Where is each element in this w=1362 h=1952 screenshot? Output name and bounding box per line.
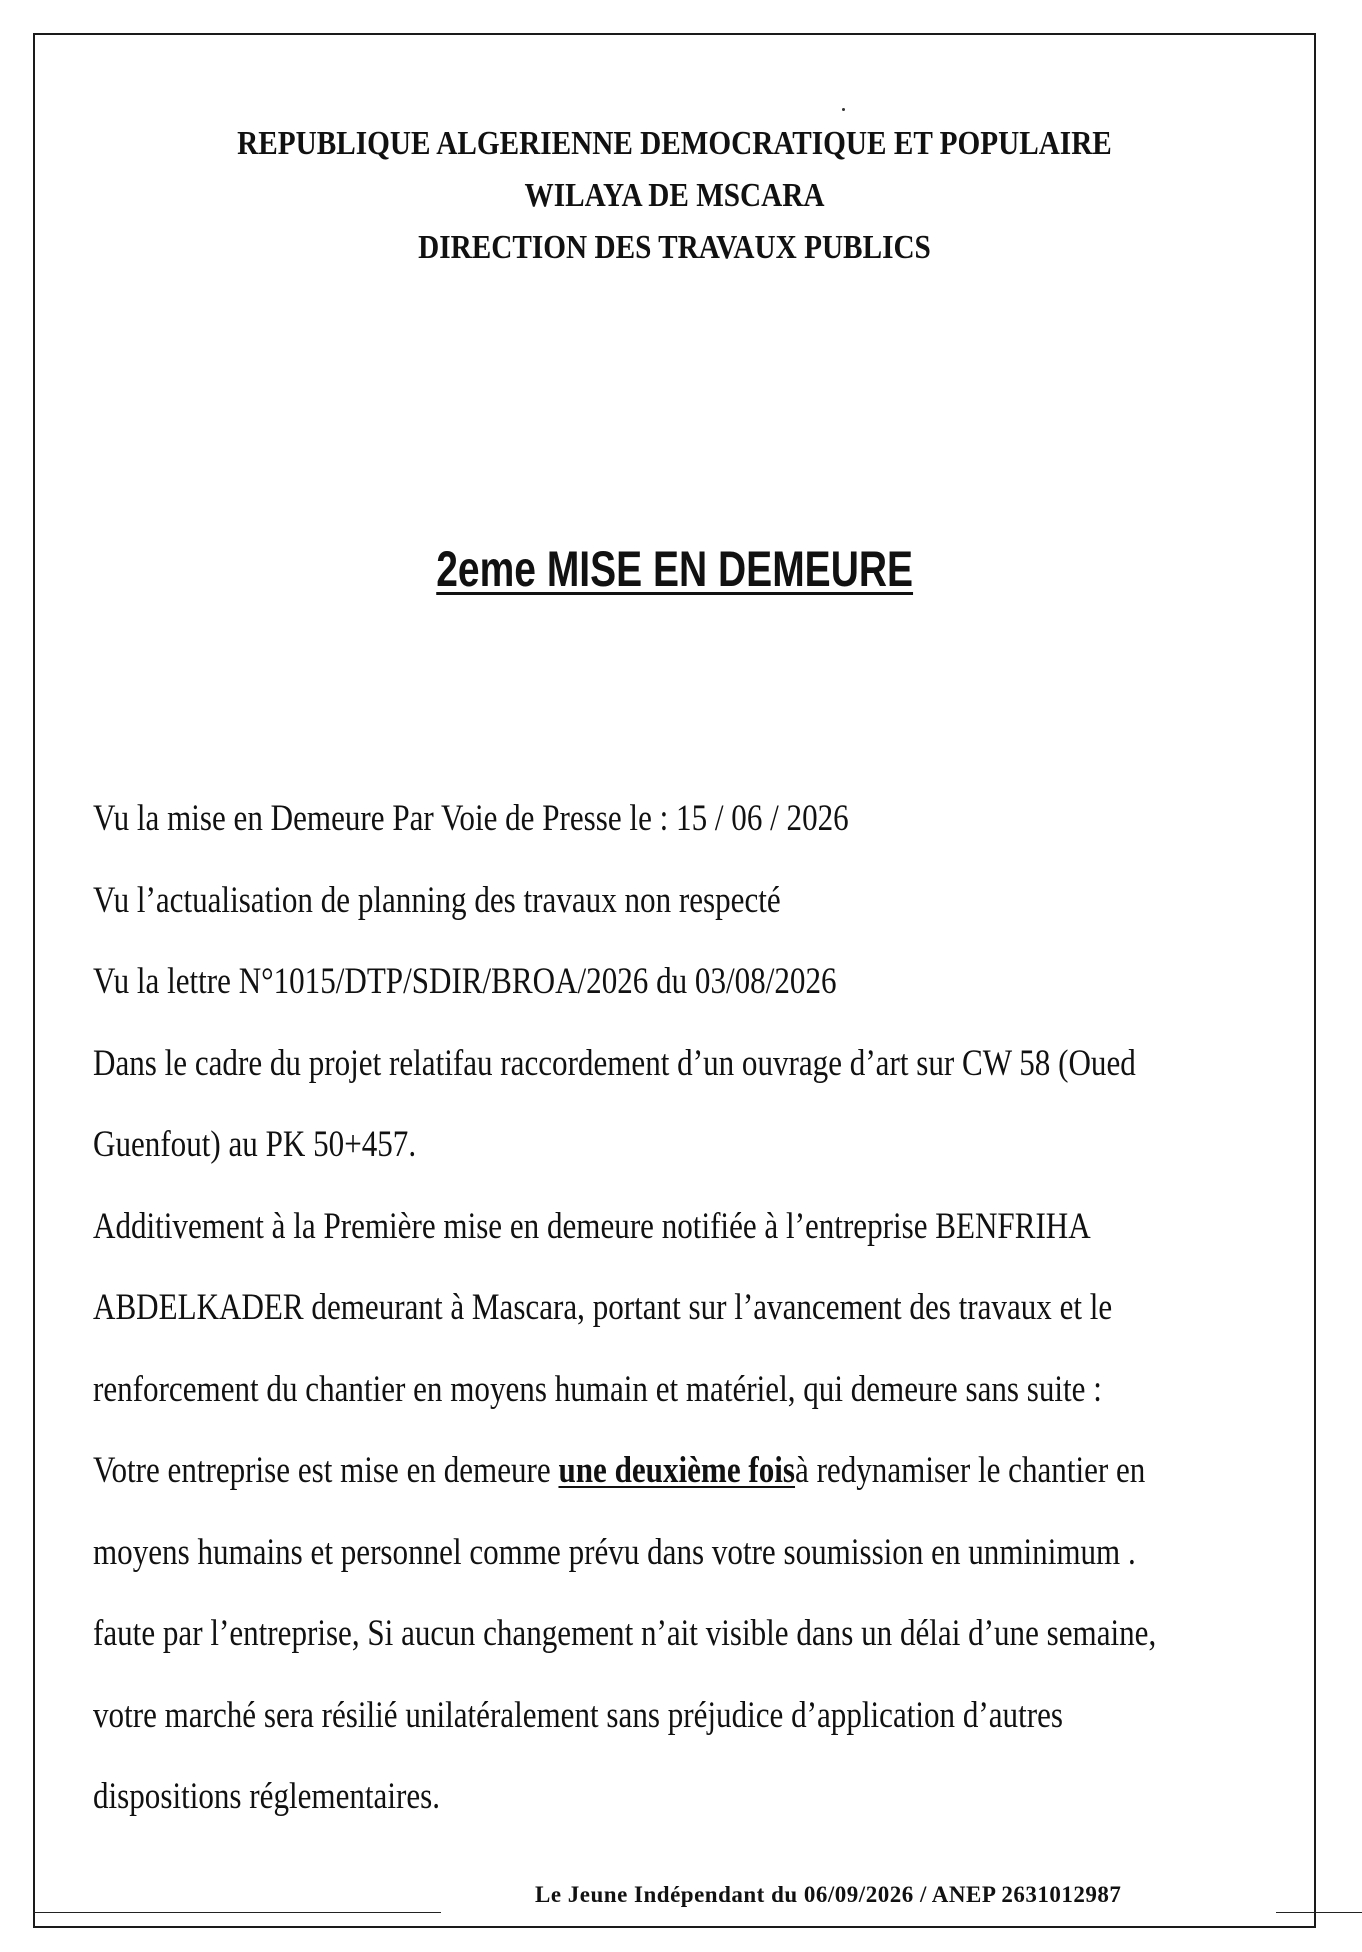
body-line: Dans le cadre du projet relatifau raccordement d’un ouvrage d’art sur CW 58 (Oued	[93, 1042, 1136, 1084]
notice-body	[93, 778, 1283, 1838]
body-line	[93, 1430, 1146, 1512]
body-line: renforcement du chantier en moyens humain et matériel, qui demeure sans suite :	[93, 1368, 1102, 1410]
body-line: Vu la lettre N°1015/DTP/SDIR/BROA/2026 du 03/08/2026	[93, 961, 837, 1002]
header-direction: DIRECTION DES TRAVAUX PUBLICS	[418, 229, 931, 266]
notice-title: 2eme MISE EN DEMEURE	[436, 541, 913, 597]
emphasis-second-time: une deuxième fois	[558, 1450, 796, 1491]
body-line: faute par l’entreprise, Si aucun changement n’ait visible dans un délai d’une semaine,	[93, 1613, 1157, 1654]
body-text: Votre entreprise est mise en demeure	[93, 1450, 559, 1491]
body-line: votre marché sera résilié unilatéralement sans préjudice d’application d’autres	[93, 1694, 1063, 1736]
publication-source: Le Jeune Indépendant du 06/09/2026 / ANEP 2631012987	[535, 1882, 1122, 1907]
header-republic: REPUBLIQUE ALGERIENNE DEMOCRATIQUE ET POPULAIRE	[237, 125, 1112, 162]
notice-title-wrap	[33, 540, 1316, 598]
body-line: Vu l’actualisation de planning des travaux non respecté	[93, 879, 781, 921]
header-wilaya: WILAYA DE MSCARA	[524, 177, 825, 214]
body-line: Vu la mise en Demeure Par Voie de Presse le : 15 / 06 / 2026	[93, 798, 849, 839]
body-line: ABDELKADER demeurant à Mascara, portant sur l’avancement des travaux et le	[93, 1287, 1113, 1328]
body-text: à redynamiser le chantier en	[795, 1450, 1146, 1491]
body-line: moyens humains et personnel comme prévu dans votre soumission en unminimum .	[93, 1531, 1136, 1573]
publication-footer	[33, 1878, 1316, 1918]
scan-speck	[842, 108, 845, 111]
body-line: Guenfout) au PK 50+457.	[93, 1124, 417, 1165]
body-line: dispositions réglementaires.	[93, 1776, 440, 1817]
letterhead	[123, 118, 1226, 274]
footer-rule-right	[1276, 1912, 1362, 1913]
footer-rule-left	[33, 1912, 441, 1913]
body-line: Additivement à la Première mise en demeure notifiée à l’entreprise BENFRIHA	[93, 1205, 1091, 1247]
